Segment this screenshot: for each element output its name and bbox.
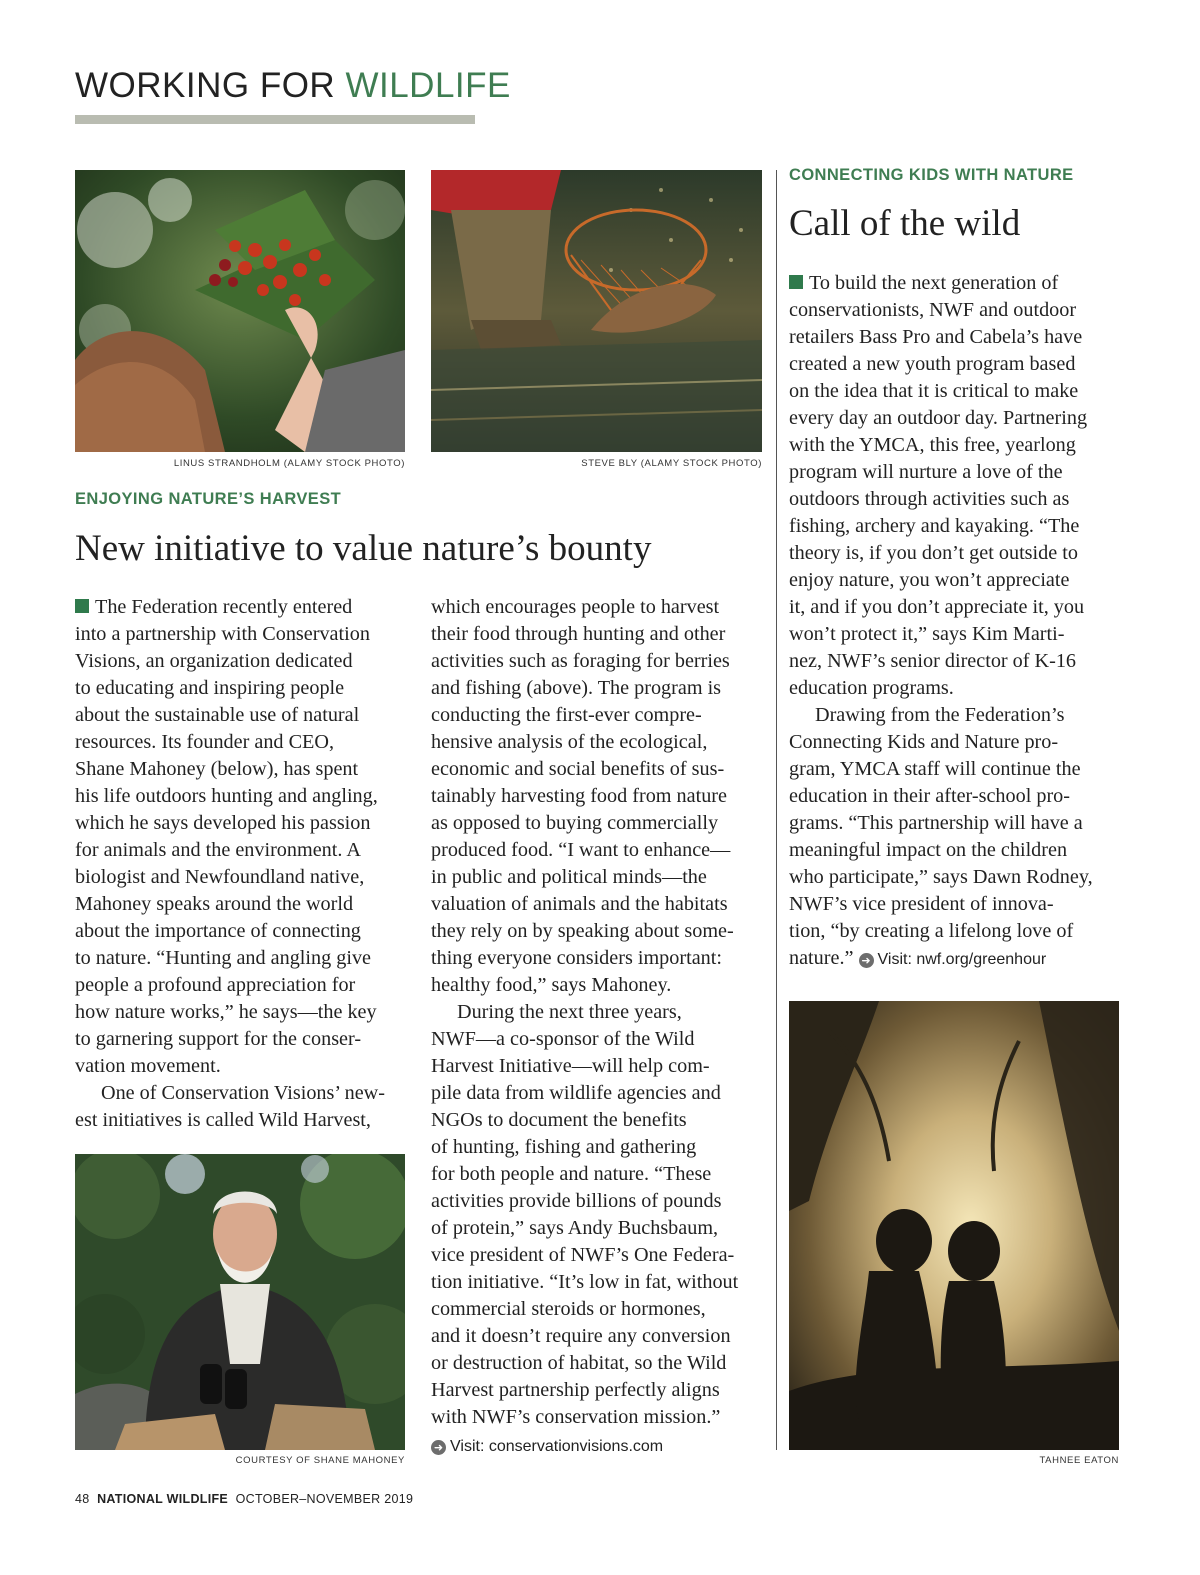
text-line: of hunting, fishing and gathering bbox=[431, 1136, 697, 1158]
berries-photo bbox=[75, 170, 405, 452]
text-line: nez, NWF’s senior director of K-16 bbox=[789, 650, 1077, 672]
text-line: Drawing from the Federation’s bbox=[815, 704, 1065, 726]
text-line: NWF—a co-sponsor of the Wild bbox=[431, 1028, 695, 1050]
text-line: about the importance of connecting bbox=[75, 920, 361, 942]
harvest-column-1 bbox=[75, 594, 410, 1134]
text-line: which he says developed his passion bbox=[75, 812, 371, 834]
arrow-right-icon: ➜ bbox=[859, 953, 874, 968]
masthead-rule bbox=[75, 115, 475, 124]
text-line: tion initiative. “It’s low in fat, without bbox=[431, 1271, 739, 1293]
text-line: his life outdoors hunting and angling, bbox=[75, 785, 378, 807]
text-line: commercial steroids or hormones, bbox=[431, 1298, 706, 1320]
text-line: resources. Its founder and CEO, bbox=[75, 731, 334, 753]
text-line: to nature. “Hunting and angling give bbox=[75, 947, 372, 969]
harvest-headline: New initiative to value nature’s bounty bbox=[75, 528, 652, 569]
harvest-paragraph-2 bbox=[75, 1080, 410, 1134]
kids-paragraph-2 bbox=[789, 702, 1124, 973]
kids-silhouette-photo bbox=[789, 1001, 1119, 1450]
section-marker bbox=[789, 275, 803, 289]
arrow-right-icon: ➜ bbox=[431, 1440, 446, 1455]
text-line: for both people and nature. “These bbox=[431, 1163, 712, 1185]
text-line: nature.” ➜ Visit: nwf.org/greenhour bbox=[789, 947, 1047, 969]
text-line: as opposed to buying commercially bbox=[431, 812, 719, 834]
text-line: into a partnership with Conservation bbox=[75, 623, 370, 645]
text-line: people a profound appreciation for bbox=[75, 974, 356, 996]
text-line: and it doesn’t require any conversion bbox=[431, 1325, 731, 1347]
page-number: 48 bbox=[75, 1492, 90, 1506]
text-line: fishing, archery and kayaking. “The bbox=[789, 515, 1080, 537]
text-line: Harvest Initiative—will help com- bbox=[431, 1055, 710, 1077]
text-line: on the idea that it is critical to make bbox=[789, 380, 1079, 402]
text-line: Shane Mahoney (below), has spent bbox=[75, 758, 359, 780]
text-line: The Federation recently entered bbox=[75, 594, 410, 621]
text-line: vice president of NWF’s One Federa- bbox=[431, 1244, 735, 1266]
text-line: to educating and inspiring people bbox=[75, 677, 345, 699]
issue-date: OCTOBER–NOVEMBER 2019 bbox=[235, 1492, 414, 1506]
mahoney-portrait-photo bbox=[75, 1154, 405, 1450]
text-line: economic and social benefits of sus- bbox=[431, 758, 725, 780]
harvest-visit-link[interactable]: ➜ Visit: conservationvisions.com bbox=[431, 1433, 771, 1460]
text-line: NWF’s vice president of innova- bbox=[789, 893, 1054, 915]
text-line: with NWF’s conservation mission.” bbox=[431, 1406, 721, 1428]
text-line: outdoors through activities such as bbox=[789, 488, 1070, 510]
text-line: activities provide billions of pounds bbox=[431, 1190, 722, 1212]
text-line: conservationists, NWF and outdoor bbox=[789, 299, 1077, 321]
text-line: hensive analysis of the ecological, bbox=[431, 731, 708, 753]
text-line: how nature works,” he says—the key bbox=[75, 1001, 377, 1023]
kids-kicker: CONNECTING KIDS WITH NATURE bbox=[789, 166, 1074, 184]
text-line: produced food. “I want to enhance— bbox=[431, 839, 731, 861]
text-line: education programs. bbox=[789, 677, 954, 699]
text-line: Harvest partnership perfectly aligns bbox=[431, 1379, 720, 1401]
text-line: program will nurture a love of the bbox=[789, 461, 1063, 483]
section-marker bbox=[75, 599, 89, 613]
text-line: meaningful impact on the children bbox=[789, 839, 1068, 861]
text-line: or destruction of habitat, so the Wild bbox=[431, 1352, 727, 1374]
text-line: Visions, an organization dedicated bbox=[75, 650, 353, 672]
text-line: valuation of animals and the habitats bbox=[431, 893, 728, 915]
text-line: biologist and Newfoundland native, bbox=[75, 866, 365, 888]
text-line: education in their after-school pro- bbox=[789, 785, 1070, 807]
text-line: During the next three years, bbox=[457, 1001, 682, 1023]
fishing-photo bbox=[431, 170, 762, 452]
text-line: thing everyone considers important: bbox=[431, 947, 722, 969]
text-line: To build the next generation of bbox=[789, 270, 1124, 297]
text-line: every day an outdoor day. Partnering bbox=[789, 407, 1088, 429]
page-footer bbox=[75, 1492, 413, 1506]
kids-visit-link[interactable]: ➜ Visit: nwf.org/greenhour bbox=[859, 951, 1047, 968]
magazine-name: NATIONAL WILDLIFE bbox=[97, 1492, 229, 1506]
text-line: Connecting Kids and Nature pro- bbox=[789, 731, 1059, 753]
mahoney-photo-credit: COURTESY OF SHANE MAHONEY bbox=[235, 1455, 405, 1466]
kids-column bbox=[789, 270, 1124, 973]
text-line: to garnering support for the conser- bbox=[75, 1028, 362, 1050]
text-line: tainably harvesting food from nature bbox=[431, 785, 727, 807]
text-line: won’t protect it,” says Kim Marti- bbox=[789, 623, 1065, 645]
text-line: it, and if you don’t appreciate it, you bbox=[789, 596, 1085, 618]
text-line: enjoy nature, you won’t appreciate bbox=[789, 569, 1070, 591]
text-line: theory is, if you don’t get outside to bbox=[789, 542, 1078, 564]
text-line: tion, “by creating a lifelong love of bbox=[789, 920, 1074, 942]
harvest-paragraph-2-cont bbox=[431, 594, 771, 999]
harvest-column-2 bbox=[431, 594, 771, 1460]
fishing-photo-credit: STEVE BLY (ALAMY STOCK PHOTO) bbox=[581, 458, 762, 469]
masthead-accent: WILDLIFE bbox=[345, 66, 511, 105]
text-line: who participate,” says Dawn Rodney, bbox=[789, 866, 1093, 888]
text-line: Mahoney speaks around the world bbox=[75, 893, 354, 915]
text-line: retailers Bass Pro and Cabela’s have bbox=[789, 326, 1083, 348]
kids-paragraph-1 bbox=[789, 270, 1124, 702]
text-line: conducting the first-ever compre- bbox=[431, 704, 702, 726]
masthead-lead: WORKING FOR bbox=[75, 66, 346, 105]
text-line: gram, YMCA staff will continue the bbox=[789, 758, 1081, 780]
berries-photo-credit: LINUS STRANDHOLM (ALAMY STOCK PHOTO) bbox=[173, 458, 405, 469]
section-masthead bbox=[75, 66, 511, 106]
text-line: in public and political minds—the bbox=[431, 866, 707, 888]
harvest-kicker: ENJOYING NATURE’S HARVEST bbox=[75, 490, 342, 508]
text-line: pile data from wildlife agencies and bbox=[431, 1082, 721, 1104]
text-line: activities such as foraging for berries bbox=[431, 650, 730, 672]
text-line: and fishing (above). The program is bbox=[431, 677, 722, 699]
text-line: One of Conservation Visions’ new- bbox=[101, 1082, 385, 1104]
text-line: which encourages people to harvest bbox=[431, 596, 720, 618]
text-line: with the YMCA, this free, yearlong bbox=[789, 434, 1076, 456]
text-line: created a new youth program based bbox=[789, 353, 1076, 375]
text-line: of protein,” says Andy Buchsbaum, bbox=[431, 1217, 719, 1239]
harvest-paragraph-3 bbox=[431, 999, 771, 1431]
text-line: their food through hunting and other bbox=[431, 623, 726, 645]
text-line: NGOs to document the benefits bbox=[431, 1109, 687, 1131]
text-line: vation movement. bbox=[75, 1055, 221, 1077]
text-line: healthy food,” says Mahoney. bbox=[431, 974, 672, 996]
harvest-paragraph-1 bbox=[75, 594, 410, 1080]
text-line: est initiatives is called Wild Harvest, bbox=[75, 1109, 371, 1131]
column-divider bbox=[776, 170, 777, 1450]
text-line: grams. “This partnership will have a bbox=[789, 812, 1083, 834]
text-line: about the sustainable use of natural bbox=[75, 704, 360, 726]
text-line: for animals and the environment. A bbox=[75, 839, 361, 861]
text-line: they rely on by speaking about some- bbox=[431, 920, 734, 942]
kids-headline: Call of the wild bbox=[789, 203, 1021, 244]
kids-photo-credit: TAHNEE EATON bbox=[1039, 1455, 1119, 1466]
